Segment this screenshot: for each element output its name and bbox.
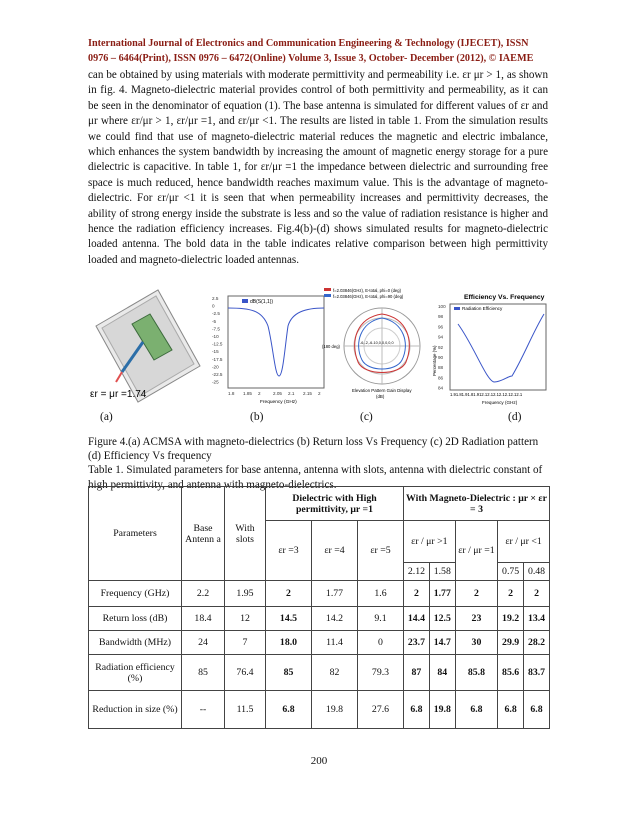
- pattern-left-label: (180 deg): [322, 344, 340, 349]
- table-cell: 2: [404, 581, 430, 607]
- slots-header: With slots: [225, 487, 266, 581]
- journal-header: International Journal of Electronics and Communication Engineering & Technology (IJECET), ISSN 0976 – 6464(Print), ISSN 0976 – 6472(Online) Volume 3, Issue 3, October- December (2012), © IAEME: [88, 38, 534, 64]
- row-label: Bandwidth (MHz): [89, 631, 182, 655]
- table-cell: 9.1: [358, 607, 404, 631]
- table-cell: 6.8: [455, 691, 498, 729]
- table-cell: 14.4: [404, 607, 430, 631]
- table-row: [89, 607, 550, 631]
- table-cell: 85: [266, 655, 312, 691]
- return-loss-ytick: -20: [212, 364, 219, 370]
- table-cell: 0: [358, 631, 404, 655]
- efficiency-ylabel: Percentage (%): [432, 345, 437, 376]
- return-loss-xtick: 1.8: [228, 391, 235, 396]
- figure-b-label: (b): [250, 411, 264, 423]
- table-cell: 24: [182, 631, 225, 655]
- e5-header: εr =5: [358, 521, 404, 581]
- e4-header: εr =4: [312, 521, 358, 581]
- table-body: [89, 581, 550, 729]
- table-cell: 29.9: [498, 631, 524, 655]
- table-cell: 27.6: [358, 691, 404, 729]
- page-number: 200: [310, 755, 328, 767]
- table-row: [89, 631, 550, 655]
- table-cell: 1.77: [429, 581, 455, 607]
- return-loss-xtick: 1.85: [243, 391, 252, 396]
- efficiency-ytick: 88: [438, 365, 444, 371]
- antenna-figure: [88, 286, 206, 408]
- efficiency-ytick: 100: [438, 304, 446, 309]
- param-header: Parameters: [89, 487, 182, 581]
- table-cell: 18.0: [266, 631, 312, 655]
- return-loss-ytick: 0: [212, 303, 215, 309]
- table-cell: 2: [266, 581, 312, 607]
- table-cell: 2: [524, 581, 550, 607]
- results-table: [88, 486, 550, 729]
- table-cell: 85: [182, 655, 225, 691]
- table-cell: 2: [455, 581, 498, 607]
- table-cell: 2.2: [182, 581, 225, 607]
- efficiency-ytick: 96: [438, 324, 444, 330]
- dielectric-header: Dielectric with High permittivity, μr =1: [266, 487, 404, 521]
- table-cell: 18.4: [182, 607, 225, 631]
- table-cell: 76.4: [225, 655, 266, 691]
- radiation-pattern-plot: [320, 286, 438, 408]
- efficiency-ytick: 94: [438, 334, 444, 340]
- figure-4: [88, 286, 548, 426]
- table-cell: 14.2: [312, 607, 358, 631]
- table-cell: 6.8: [404, 691, 430, 729]
- table-cell: 6.8: [524, 691, 550, 729]
- efficiency-ytick: 86: [438, 375, 444, 381]
- ratio-158: 1.58: [429, 563, 455, 581]
- ratio-075: 0.75: [498, 563, 524, 581]
- table-cell: 83.7: [524, 655, 550, 691]
- return-loss-ytick: -15: [212, 349, 219, 355]
- table-cell: 12: [225, 607, 266, 631]
- pattern-legend-phi0: f=2.03846(GHz), E-total, phi=0 (deg): [333, 288, 401, 293]
- table-cell: 1.95: [225, 581, 266, 607]
- magneto-header: With Magneto-Dielectric : μr × εr = 3: [404, 487, 550, 521]
- efficiency-ytick: 98: [438, 314, 444, 320]
- table-cell: 14.7: [429, 631, 455, 655]
- table-cell: 6.8: [266, 691, 312, 729]
- table-cell: 85.8: [455, 655, 498, 691]
- table-cell: 11.4: [312, 631, 358, 655]
- table-cell: 19.8: [312, 691, 358, 729]
- return-loss-xtick: 2.15: [303, 391, 312, 396]
- efficiency-xticks: 1.91.81.91.81.912.12.12.12.12.12.12.1: [450, 392, 523, 397]
- return-loss-ytick: -5: [212, 318, 217, 324]
- return-loss-xtick: 2: [318, 391, 321, 396]
- lt1-header: εr / μr <1: [498, 521, 550, 563]
- figure-d-label: (d): [508, 411, 522, 423]
- table-cell: 84: [429, 655, 455, 691]
- return-loss-ytick: -22.5: [212, 372, 223, 377]
- e3-header: εr =3: [266, 521, 312, 581]
- efficiency-ytick: 90: [438, 355, 444, 360]
- table-cell: 12.5: [429, 607, 455, 631]
- pattern-center-values: -6,-2,-6-10,0,0,0,0,0: [360, 341, 394, 345]
- efficiency-xlabel: Frequency (GHz): [482, 400, 518, 405]
- table-row: [89, 655, 550, 691]
- efficiency-ytick: 84: [438, 385, 444, 391]
- table-cell: 23: [455, 607, 498, 631]
- figure-c-label: (c): [360, 411, 373, 423]
- table-cell: 11.5: [225, 691, 266, 729]
- return-loss-plot: [210, 286, 328, 408]
- table-cell: 1.6: [358, 581, 404, 607]
- return-loss-xtick: 2.05: [273, 391, 282, 396]
- row-label: Reduction in size (%): [89, 691, 182, 729]
- table-cell: 28.2: [524, 631, 550, 655]
- table-cell: 2: [498, 581, 524, 607]
- table-cell: 23.7: [404, 631, 430, 655]
- table-cell: 85.6: [498, 655, 524, 691]
- gt1-header: εr / μr >1: [404, 521, 456, 563]
- ratio-212: 2.12: [404, 563, 430, 581]
- efficiency-title: Efficiency Vs. Frequency: [464, 294, 545, 301]
- table-cell: 6.8: [498, 691, 524, 729]
- body-paragraph: can be obtained by using materials with moderate permittivity and permeability i.e. εr μr > 1, as shown in fig. 4. Magneto-dielectric material provides control of both permittivity and permeability, as it can be seen in the denominator of equation (1). The base antenna is simulated for different values of εr and μr where εr/μr > 1, εr/μr =1, and εr/μr <1. The results are listed in table 1. From the simulation results we could find that use of magneto-dielectric material reduces the magnetic and electric imbalance, which enhances the system bandwidth by increasing the amount of magnetic energy storage for a pure dielectric is capacitive. In table 1, for εr/μr =1 the impedance between dielectric and surrounding free space is much reduced, hence bandwidth reaches maximum value. This is the advantage of magneto-dielectric. For εr/μr <1 it is seen that when permeability increases and permittivity decreases, the ability of strong energy inside the substrate is less and so the value of radiation resistance is higher and hence the radiation efficiency increases. Fig.4(b)-(d) shows simulated results for magneto-dielectric loaded antenna. The bold data in the table indicates relative comparison between high permittivity loaded and magneto-dielectric loaded antennas.: [88, 69, 548, 266]
- table-row: [89, 691, 550, 729]
- row-label: Radiation efficiency (%): [89, 655, 182, 691]
- table-caption: Table 1. Simulated parameters for base antenna, antenna with slots, antenna with dielectric constant of high permittivity, and antenna with magneto-dielectrics.: [88, 464, 543, 491]
- row-label: Return loss (dB): [89, 607, 182, 631]
- efficiency-plot: [428, 286, 548, 408]
- return-loss-xtick: 2: [258, 391, 261, 396]
- return-loss-ytick: -10: [212, 334, 219, 339]
- ratio-048: 0.48: [524, 563, 550, 581]
- table-cell: 13.4: [524, 607, 550, 631]
- return-loss-ytick: -25: [212, 379, 219, 385]
- return-loss-xtick: 2.1: [288, 391, 295, 396]
- table-cell: 19.8: [429, 691, 455, 729]
- table-cell: 82: [312, 655, 358, 691]
- figure-caption: [88, 435, 548, 492]
- table-row: [89, 581, 550, 607]
- figure-a-label: (a): [100, 411, 113, 423]
- pattern-caption: Elevation Pattern Gain Display: [352, 388, 412, 393]
- table-cell: 30: [455, 631, 498, 655]
- eq1-header: εr / μr =1: [455, 521, 498, 581]
- table-cell: 14.5: [266, 607, 312, 631]
- table-cell: 7: [225, 631, 266, 655]
- return-loss-ytick: -7.5: [212, 326, 220, 332]
- table-cell: 87: [404, 655, 430, 691]
- pattern-caption-units: (dB): [376, 394, 385, 399]
- figure-caption-text: Figure 4.(a) ACMSA with magneto-dielectrics (b) Return loss Vs Frequency (c) 2D Radiation pattern (d) Efficiency Vs frequency: [88, 436, 539, 463]
- table-cell: 19.2: [498, 607, 524, 631]
- table-cell: 1.77: [312, 581, 358, 607]
- return-loss-ytick: -12.5: [212, 341, 223, 347]
- return-loss-ytick: -17.5: [212, 356, 223, 362]
- return-loss-legend: dB(S(1,1)): [250, 299, 274, 305]
- base-header: Base Antenn a: [182, 487, 225, 581]
- pattern-legend-phi90: f=2.03846(GHz), E-total, phi=90 (deg): [333, 294, 404, 299]
- efficiency-ytick: 92: [438, 344, 444, 350]
- row-label: Frequency (GHz): [89, 581, 182, 607]
- table-cell: --: [182, 691, 225, 729]
- efficiency-legend: Radiation Efficiency: [462, 306, 503, 311]
- permittivity-equation: εr = μr =1.74: [90, 389, 147, 400]
- return-loss-xlabel: Frequency (GHz): [260, 400, 297, 405]
- table-cell: 79.3: [358, 655, 404, 691]
- return-loss-ytick: 2.5: [212, 296, 219, 301]
- return-loss-ytick: -2.5: [212, 311, 220, 317]
